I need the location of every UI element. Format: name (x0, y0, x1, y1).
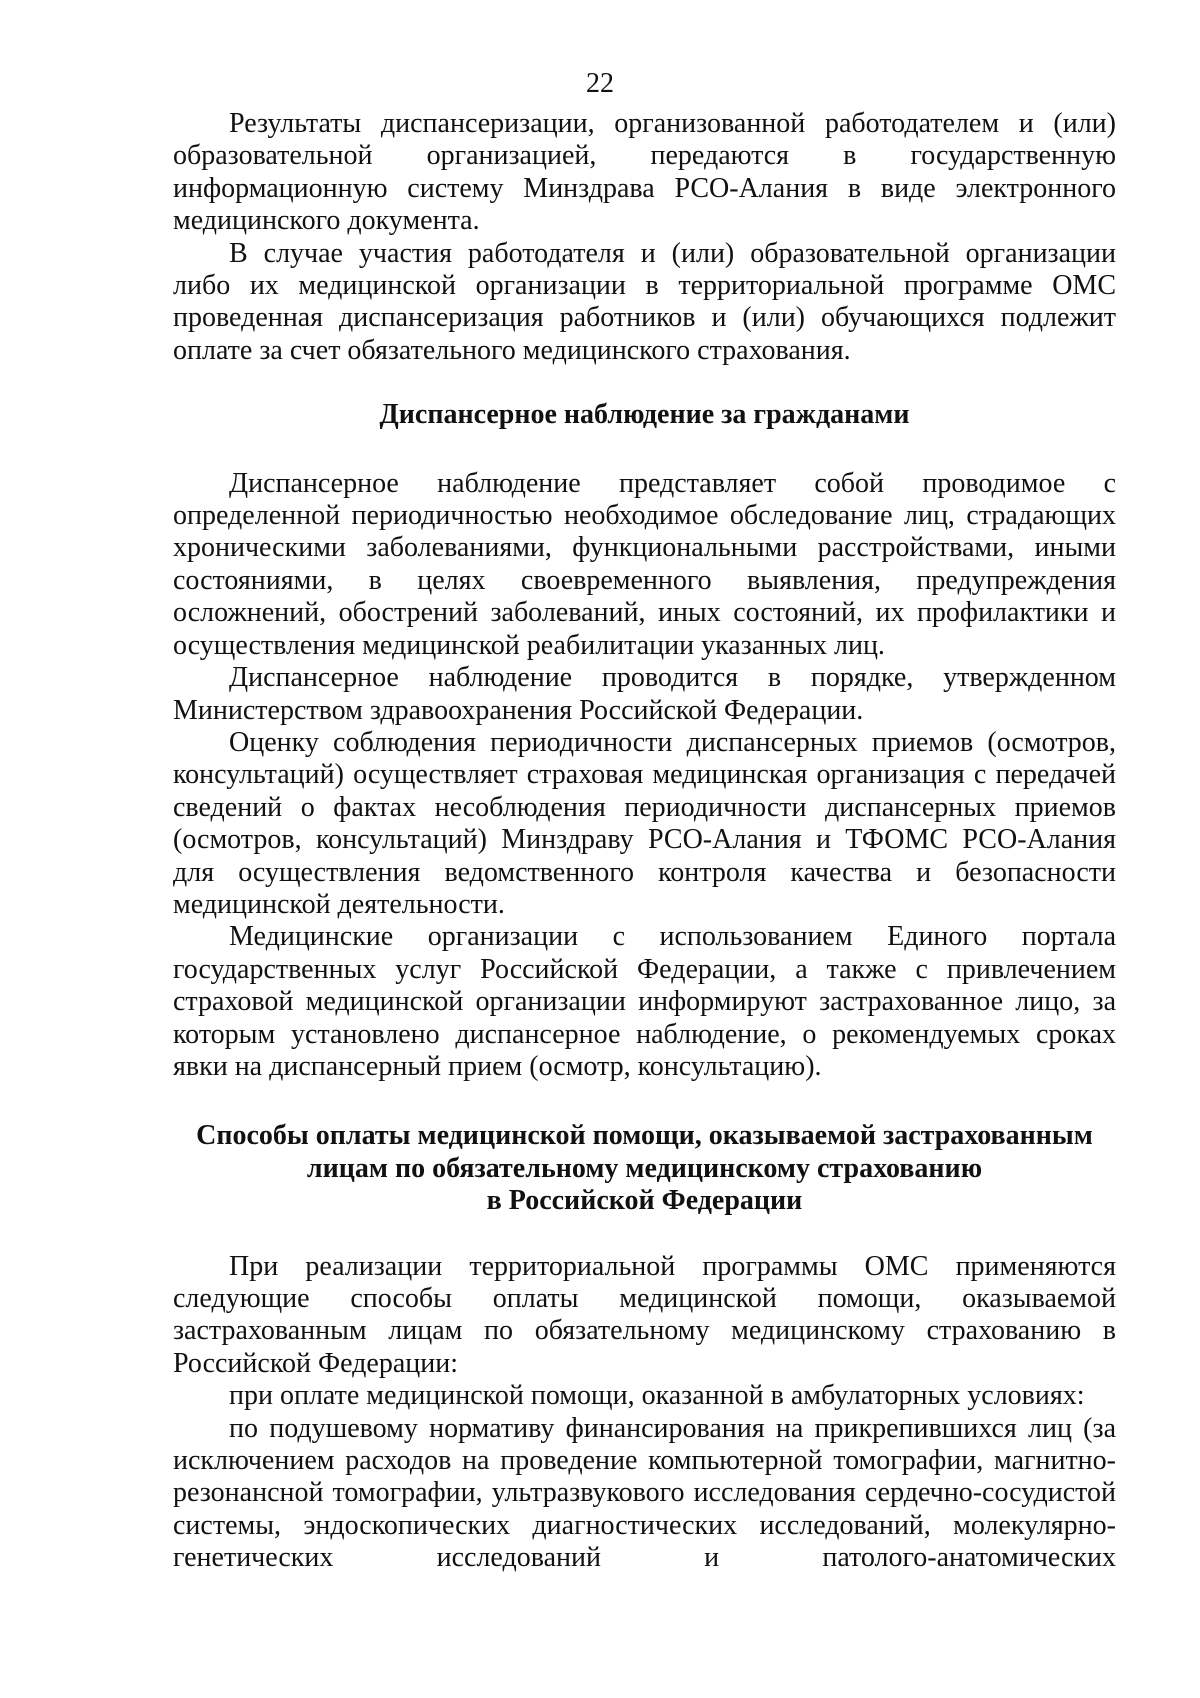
paragraph: В случае участия работодателя и (или) образовательной организации либо их медицинской организации в территориальной программе ОМС проведенная диспансеризация работников и (или) обучающихся подлежит оплате за счет обязательного медицинского страхования. (173, 237, 1116, 366)
paragraph: Оценку соблюдения периодичности диспансерных приемов (осмотров, консультаций) осуществляет страховая медицинская организация с передачей сведений о фактах несоблюдения периодичности диспансерных приемов (осмотров, консультаций) Минздраву РСО-Алания и ТФОМС РСО-Алания для осуществления ведомственного контроля качества и безопасности медицинской деятельности. (173, 726, 1116, 920)
paragraph: Диспансерное наблюдение проводится в порядке, утвержденном Министерством здравоохранения Российской Федерации. (173, 662, 1116, 726)
section-heading-payment-methods (173, 1120, 1116, 1217)
heading-line: лицам по обязательному медицинскому страхованию (306, 1152, 983, 1184)
heading-line: в Российской Федерации (486, 1185, 803, 1217)
page-number: 22 (586, 68, 614, 99)
paragraph: Результаты диспансеризации, организованной работодателем и (или) образовательной организацией, передаются в государственную информационную систему Минздрава РСО-Алания в виде электронного медицинского документа. (173, 108, 1116, 237)
paragraph: При реализации территориальной программы ОМС применяются следующие способы оплаты медицинской помощи, оказываемой застрахованным лицам по обязательному медицинскому страхованию в Российской Федерации: (173, 1250, 1116, 1379)
paragraph: Медицинские организации с использованием Единого портала государственных услуг Российской Федерации, а также с привлечением страховой медицинской организации информируют застрахованное лицо, за которым установлено диспансерное наблюдение, о рекомендуемых сроках явки на диспансерный прием (осмотр, консультацию). (173, 921, 1116, 1082)
section-heading-dispensary-observation: Диспансерное наблюдение за гражданами (379, 399, 910, 431)
paragraph: по подушевому нормативу финансирования на прикрепившихся лиц (за исключением расходов на проведение компьютерной томографии, магнитно-резонансной томографии, ультразвукового исследования сердечно-сосудистой системы, эндоскопических диагностических исследований, молекулярно-генетических исследований и патолого-анатомических (173, 1412, 1116, 1574)
paragraph: при оплате медицинской помощи, оказанной в амбулаторных условиях: (229, 1380, 1085, 1412)
document-body (173, 108, 1116, 1575)
heading-line: Способы оплаты медицинской помощи, оказываемой застрахованным (196, 1120, 1093, 1152)
paragraph: Диспансерное наблюдение представляет собой проводимое с определенной периодичностью необходимое обследование лиц, страдающих хроническими заболеваниями, функциональными расстройствами, иными состояниями, в целях своевременного выявления, предупреждения осложнений, обострений заболеваний, иных состояний, их профилактики и осуществления медицинской реабилитации указанных лиц. (173, 467, 1116, 661)
